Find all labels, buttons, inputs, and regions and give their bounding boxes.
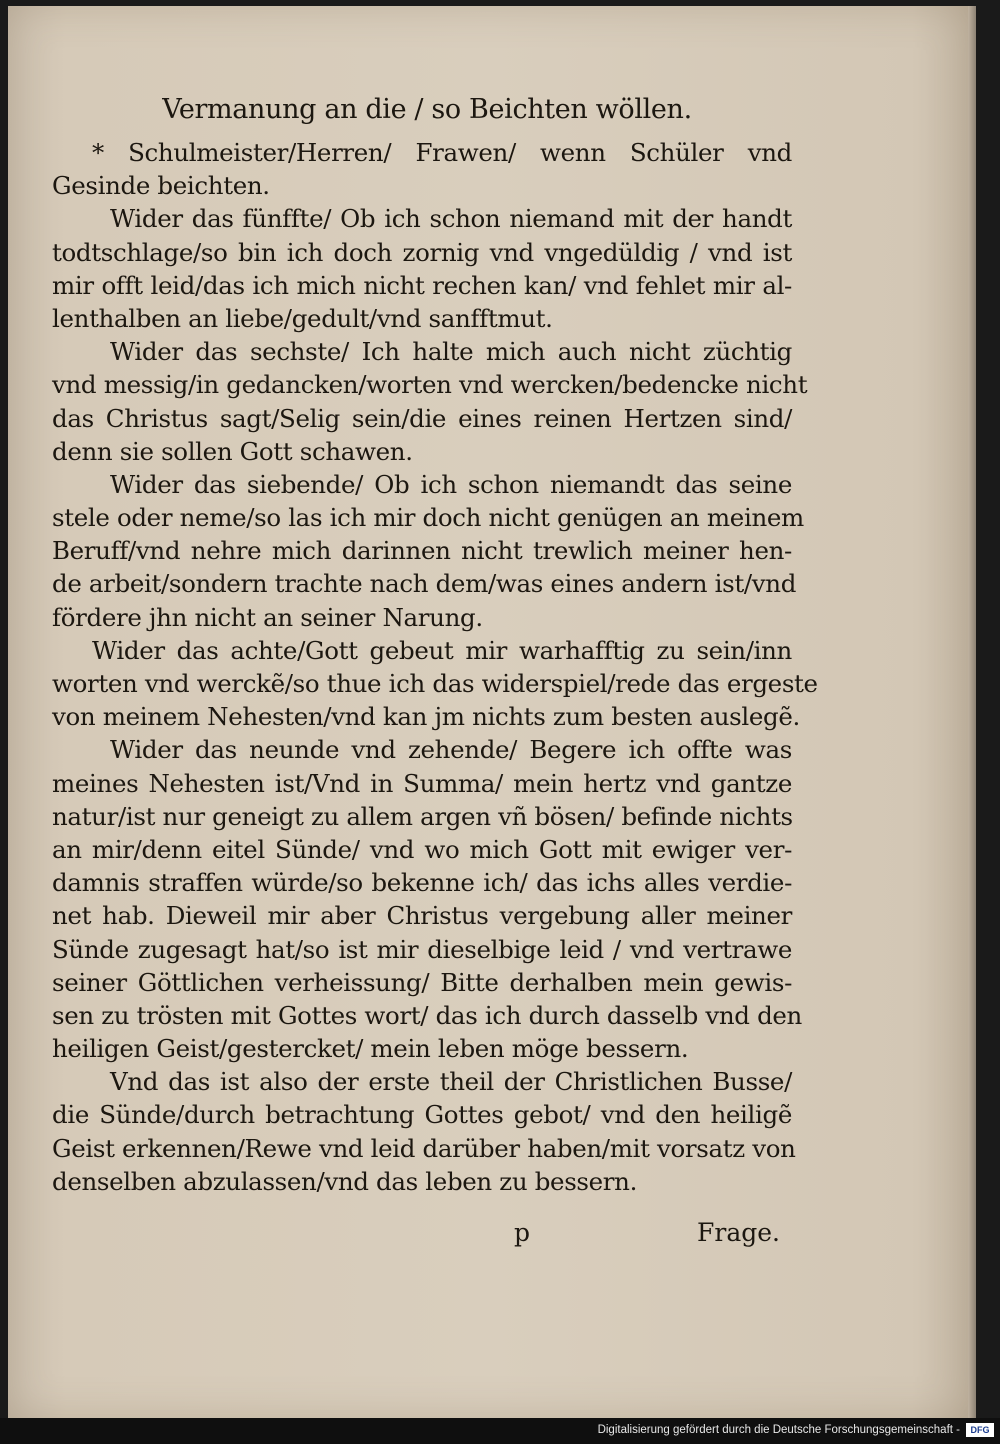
text-line: stele oder neme/so las ich mir doch nicht genügen an meinem (52, 503, 804, 533)
text-line: an mir/denn eitel Sünde/ vnd wo mich Gott mit ewiger ver- (52, 834, 792, 864)
text-line: Wider das sechste/ Ich halte mich auch nicht züchtig (110, 337, 792, 367)
text-line: lenthalben an liebe/gedult/vnd sanfftmut. (52, 303, 553, 333)
text-line: meines Nehesten ist/Vnd in Summa/ mein hertz vnd gantze (52, 768, 792, 798)
text-line: die Sünde/durch betrachtung Gottes gebot/ vnd den heiligẽ (52, 1100, 792, 1130)
page-footer (52, 1218, 792, 1258)
text-line: denselben abzulassen/vnd das leben zu bessern. (52, 1166, 638, 1196)
funding-credit: Digitalisierung gefördert durch die Deutsche Forschungsgemeinschaft - (597, 1424, 960, 1436)
text-line: worten vnd werckẽ/so thue ich das widerspiel/rede das ergeste (52, 669, 818, 698)
text-line: de arbeit/sondern trachte nach dem/was eines andern ist/vnd (52, 569, 797, 599)
text-line: todtschlage/so bin ich doch zornig vnd vngedüldig / vnd ist (52, 237, 792, 267)
text-line: natur/ist nur geneigt zu allem argen vñ bösen/ befinde nichts (52, 801, 793, 831)
credit-bar (0, 1418, 1000, 1444)
text-line: heiligen Geist/gestercket/ mein leben möge bessern. (52, 1034, 689, 1064)
text-line: damnis straffen würde/so bekenne ich/ das ichs alles verdie- (52, 868, 792, 898)
text-line: Beruff/vnd nehre mich darinnen nicht trewlich meiner hen- (52, 536, 792, 566)
text-line: denn sie sollen Gott schawen. (52, 436, 413, 466)
text-line: Sünde zugesagt hat/so ist mir dieselbige leid / vnd vertrawe (52, 934, 792, 964)
text-line: von meinem Nehesten/vnd kan jm nichts zum besten auslegẽ. (52, 702, 800, 732)
catchword: Frage. (697, 1218, 780, 1247)
text-line: Wider das achte/Gott gebeut mir warhafftig zu sein/inn (92, 635, 792, 665)
running-head: Vermanung an die / so Beichten wöllen. (162, 94, 692, 125)
page-text (52, 92, 818, 1198)
text-line: seiner Göttlichen verheissung/ Bitte derhalben mein gewis- (52, 967, 792, 997)
text-line: fördere jhn nicht an seiner Narung. (52, 602, 483, 632)
text-line: Wider das siebende/ Ob ich schon niemandt das seine (110, 469, 792, 499)
text-line: net hab. Dieweil mir aber Christus vergebung aller meiner (52, 901, 792, 931)
page-edge (968, 6, 976, 1418)
text-line: Geist erkennen/Rewe vnd leid darüber haben/mit vorsatz von (52, 1133, 796, 1163)
text-line: * Schulmeister/Herren/ Frawen/ wenn Schüler vnd (92, 138, 792, 167)
text-line: Wider das fünffte/ Ob ich schon niemand mit der handt (110, 204, 792, 234)
text-line: sen zu trösten mit Gottes wort/ das ich durch dasselb vnd den (52, 1000, 802, 1030)
text-line: vnd messig/in gedancken/worten vnd wercken/bedencke nicht (52, 370, 808, 400)
text-line: Wider das neunde vnd zehende/ Begere ich offte was (110, 735, 792, 765)
signature-mark: p (514, 1218, 531, 1247)
text-line: Vnd das ist also der erste theil der Christlichen Busse/ (110, 1067, 792, 1097)
text-line: Gesinde beichten. (52, 171, 270, 201)
text-line: mir offt leid/das ich mich nicht rechen kan/ vnd fehlet mir al- (52, 270, 792, 300)
text-line: das Christus sagt/Selig sein/die eines reinen Hertzen sind/ (52, 403, 792, 433)
dfg-logo-icon: DFG (966, 1423, 994, 1437)
